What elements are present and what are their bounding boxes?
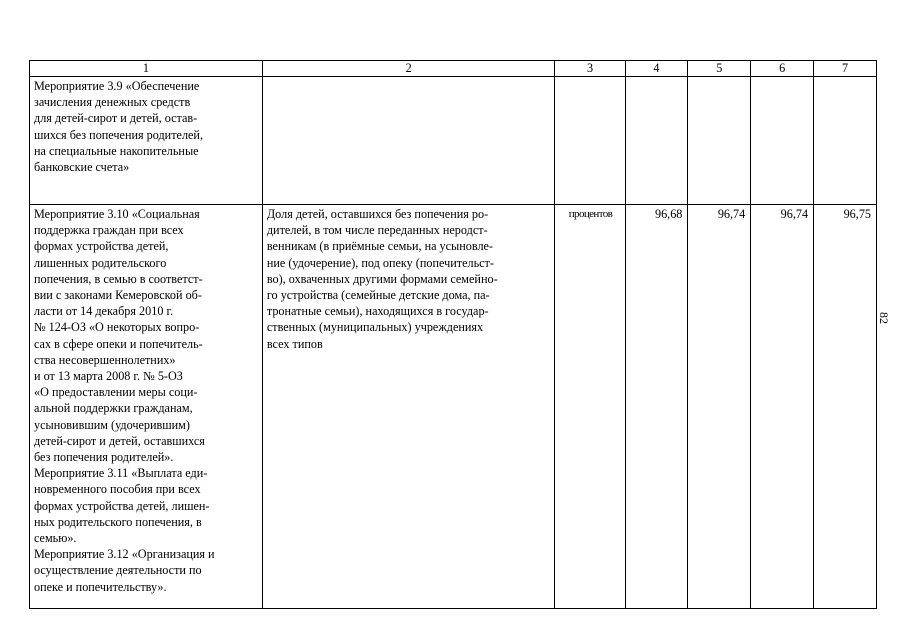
header-col-6: 6 [751, 61, 814, 77]
value-col-6: 96,74 [751, 205, 814, 609]
text-line: Мероприятие 3.9 «Обеспечение [34, 79, 200, 93]
header-col-2: 2 [262, 61, 555, 77]
text-line: Мероприятие 3.10 «Социальная [34, 207, 200, 221]
text-line: Мероприятие 3.12 «Организация и [34, 547, 215, 562]
empty-cell [555, 77, 625, 205]
header-col-3: 3 [555, 61, 625, 77]
text-line: осуществление деятельности по [34, 563, 202, 578]
text-line: № 124-ОЗ «О некоторых вопро- [34, 320, 200, 335]
text-line: поддержка граждан при всех [34, 223, 184, 238]
text-line: семью». [34, 531, 77, 546]
text-line: Доля детей, оставшихся без попечения ро- [266, 207, 489, 221]
empty-cell [751, 77, 814, 205]
text-line: венникам (в приёмные семьи, на усыновле- [266, 239, 493, 254]
text-line: сах в сфере опеки и попечитель- [34, 336, 203, 351]
text-line: попечения, в семью в соответст- [34, 271, 203, 286]
text-line: шихся без попечения родителей, [34, 127, 204, 142]
text-line: для детей-сирот и детей, остав- [34, 111, 198, 126]
value-col-5: 96,74 [688, 205, 751, 609]
text-line: ных родительского попечения, в [34, 514, 202, 529]
indicator-description [262, 205, 555, 609]
text-line: новременного пособия при всех [34, 482, 201, 497]
text-line: без попечения родителей». [34, 450, 174, 465]
empty-cell [688, 77, 751, 205]
text-line: ственных (муниципальных) учреждениях [266, 320, 484, 335]
text-line: опеке и попечительству». [34, 579, 167, 594]
text-line: ства несовершеннолетних» [34, 352, 176, 367]
text-line: альной поддержки гражданам, [34, 401, 193, 416]
text-line: ние (удочерение), под опеку (попечительст- [266, 255, 494, 270]
header-col-7: 7 [814, 61, 877, 77]
table-row-measure-3-10 [30, 205, 877, 609]
text-line: зачисления денежных средств [34, 95, 191, 110]
empty-cell [625, 77, 688, 205]
text-line: во), охваченных другими формами семейно- [266, 271, 498, 286]
header-col-1: 1 [30, 61, 263, 77]
text-line: ласти от 14 декабря 2010 г. [34, 304, 174, 319]
measure-3-10-description [30, 205, 263, 609]
text-line: дителей, в том числе переданных неродст- [266, 223, 488, 238]
header-col-4: 4 [625, 61, 688, 77]
text-line: «О предоставлении меры соци- [34, 385, 198, 400]
table-header-row [30, 61, 877, 77]
text-line: вии с законами Кемеровской об- [34, 288, 202, 303]
text-line: на специальные накопительные [34, 143, 199, 158]
text-line: и от 13 марта 2008 г. № 5-ОЗ [34, 369, 183, 384]
empty-cell [814, 77, 877, 205]
text-line: формах устройства детей, [34, 239, 169, 254]
text-line: всех типов [266, 336, 323, 351]
value-col-7: 96,75 [814, 205, 877, 609]
text-line: тронатные семьи), находящихся в государ- [266, 304, 489, 319]
text-line: усыновившим (удочерившим) [34, 417, 190, 432]
table-row-measure-3-9 [30, 77, 877, 205]
text-line: Мероприятие 3.11 «Выплата еди- [34, 466, 208, 481]
text-line: го устройства (семейные детские дома, па- [266, 288, 490, 303]
text-line: формах устройства детей, лишен- [34, 498, 210, 513]
text-line: лишенных родительского [34, 255, 167, 270]
value-col-4: 96,68 [625, 205, 688, 609]
page-number: 82 [877, 312, 891, 324]
header-col-5: 5 [688, 61, 751, 77]
text-line: банковские счета» [34, 160, 130, 175]
empty-cell [262, 77, 555, 205]
unit-cell: процентов [555, 205, 625, 609]
measure-3-9-description [30, 77, 263, 205]
indicator-table [29, 60, 877, 609]
text-line: детей-сирот и детей, оставшихся [34, 433, 205, 448]
